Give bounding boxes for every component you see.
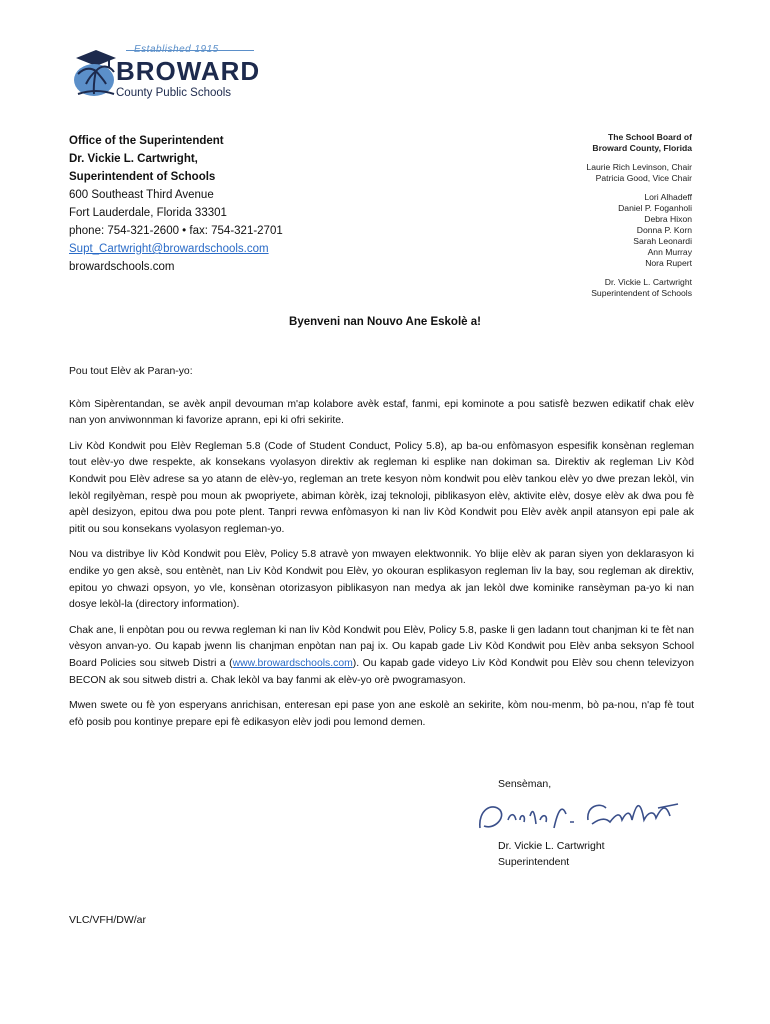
board-member: Donna P. Korn [636, 225, 692, 235]
board-member: Debra Hixon [644, 214, 692, 224]
logo-name: BROWARD [116, 56, 261, 86]
office-name: Dr. Vickie L. Cartwright, [69, 153, 198, 165]
board-member: Nora Rupert [645, 258, 692, 268]
letter-paragraph-4 [69, 623, 694, 689]
signature-block [498, 838, 605, 870]
office-address-block [69, 132, 283, 276]
letter-heading: Byenveni nan Nouvo Ane Eskolè a! [289, 316, 481, 328]
letter-paragraph-2: Liv Kòd Kondwit pou Elèv Regleman 5.8 (Code of Student Conduct, Policy 5.8), ap ba-ou enfòmasyon espesifik konsènan regleman tout elèv-yo dwe respekte, ak konsekans vyolasyon direktiv ak regleman ki esplike nan dokiman sa. Direktiv ak regleman Liv Kòd Kondwit pou Elèv adrese sa yo atann de elèv-yo, regleman an trete kesyon nòm kondwit pou elèv tankou elèv yo dwe prezan lekòl, vin lekòl regilyèman, respè pou moun ak pwopriyete, abiman kòrèk, izaj teknoloji, piblikasyon elèv, aktivite elèv, dosye elèv ak dwa pou fè apèl desizyon, epitou dwa pou pote plent. Tanpri revwa enfòmasyon ki nan liv Kòd Kondwit pou Elèv avèk anpil atansyon epi pale ak pitit ou sou konsekans vyolasyon regleman-yo. [69, 440, 694, 535]
office-website: browardschools.com [69, 261, 175, 273]
board-supt-name: Dr. Vickie L. Cartwright [604, 277, 692, 287]
board-title-line2: Broward County, Florida [592, 143, 692, 153]
school-board-block [586, 132, 692, 299]
office-address1: 600 Southeast Third Avenue [69, 189, 214, 201]
paragraph-4-text-b: ). Ou kapab gade videyo Liv Kòd Kondwit pou Elèv sou chenn televizyon BECON ak sou sitweb distri a. Chak lekòl va bay fanmi ak elèv-yo orè pwogramasyon. [69, 657, 694, 686]
office-title: Office of the Superintendent [69, 135, 224, 147]
board-member: Ann Murray [647, 247, 692, 257]
district-website-link[interactable]: www.browardschools.com [232, 657, 353, 669]
board-vice-chair: Patricia Good, Vice Chair [595, 173, 692, 183]
board-member: Lori Alhadeff [644, 192, 692, 202]
board-supt-role: Superintendent of Schools [591, 288, 692, 298]
office-role: Superintendent of Schools [69, 171, 216, 183]
office-phone: phone: 754-321-2600 • fax: 754-321-2701 [69, 225, 283, 237]
board-member: Daniel P. Foganholi [618, 203, 692, 213]
district-logo [64, 44, 264, 106]
board-title-line1: The School Board of [607, 132, 692, 142]
office-address2: Fort Lauderdale, Florida 33301 [69, 207, 227, 219]
board-member: Sarah Leonardi [633, 236, 692, 246]
office-email-link[interactable]: Supt_Cartwright@browardschools.com [69, 243, 269, 255]
handwritten-signature [470, 790, 690, 840]
logo-established: Established 1915 [134, 44, 219, 55]
logo-subtitle: County Public Schools [116, 87, 232, 99]
letter-paragraph-5: Mwen swete ou fè yon esperyans anrichisan, enteresan epi pase yon ane eskolè an sekirite, kòm nou-menm, bò pa-nou, n'ap fè tout efò posib pou kontinye prepare epi fè edikasyon elèv jodi pou lemond demen. [69, 700, 694, 728]
signer-name: Dr. Vickie L. Cartwright [498, 840, 605, 852]
letter-paragraph-1: Kòm Sipèrentandan, se avèk anpil devouman m'ap kolabore avèk estaf, fanmi, epi kominote a pou satisfè bezwen edikatif chak elèv nan yon anviwonnman ki favorize aprann, epi ki ofri sekirite. [69, 398, 694, 427]
board-chair: Laurie Rich Levinson, Chair [586, 162, 692, 172]
letter-greeting: Pou tout Elèv ak Paran-yo: [69, 366, 193, 377]
letter-body [69, 364, 694, 740]
signer-role: Superintendent [498, 856, 570, 868]
letter-closing: Sensèman, [498, 778, 552, 790]
reference-initials: VLC/VFH/DW/ar [69, 914, 147, 926]
paragraph-4-text-a: Chak ane, li enpòtan pou ou revwa regleman ki nan liv Kòd Kondwit pou Elèv, Policy 5.8, paske li gen ladann tout chanjman ki te fèt nan vèsyon anvan-yo. Ou kapab jwenn lis chanjman enpòtan nan paj ix. Ou kapab gade Liv Kòd Kondwit pou Elèv anba seksyon School Board Policies sou sitweb Distri a ( [69, 624, 694, 669]
letter-paragraph-3: Nou va distribye liv Kòd Kondwit pou Elèv, Policy 5.8 atravè yon mwayen elektwonnik. Yo blije elèv ak paran siyen yon deklarasyon ki endike yo gen aksè, sou entènèt, nan Liv Kòd Kondwit pou Elèv, yo okouran esplikasyon regleman liv la bay, sou regleman ak direktiv, epitou yo chwazi opsyon, yo vle, konsènan otorizasyon piblikasyon nan medya ak jan lekòl dwe kominike ransèyman pa-yo ki nan dosye lekòl-la (directory information). [69, 549, 694, 611]
